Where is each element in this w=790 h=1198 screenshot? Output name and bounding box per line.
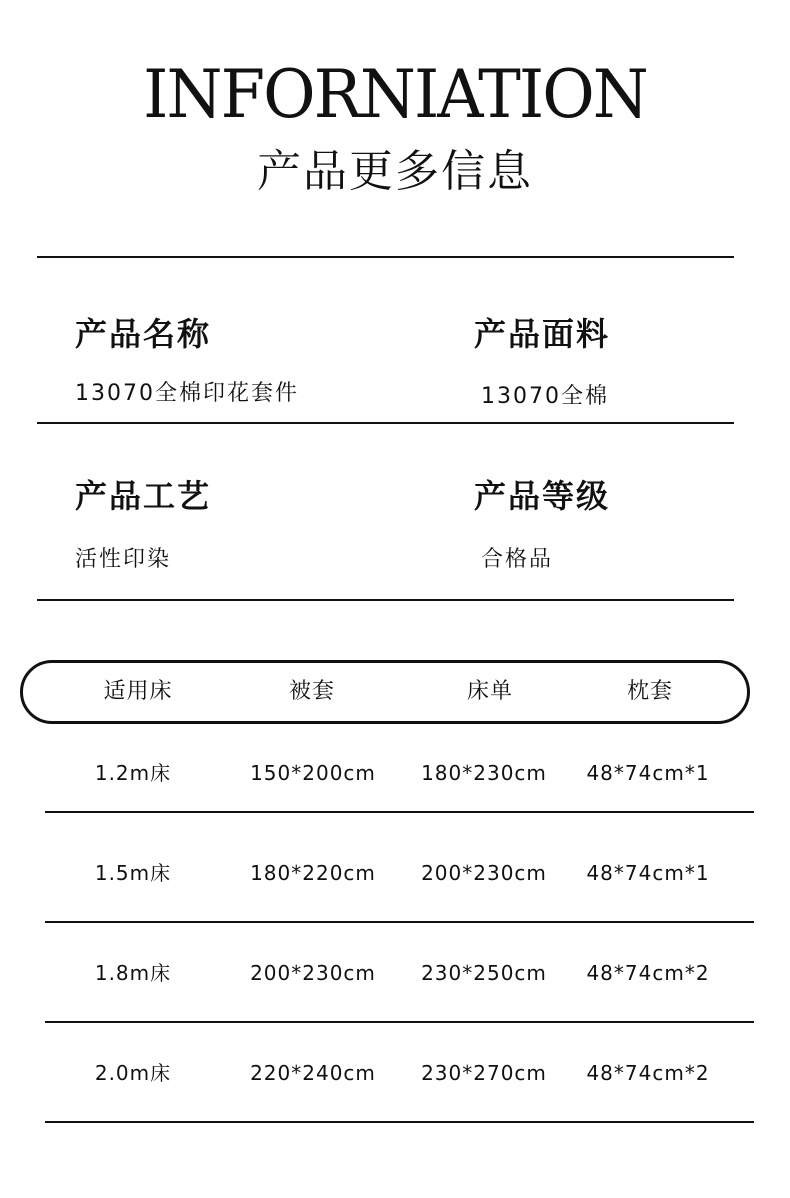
cell-bed-size: 1.8m床 bbox=[94, 961, 172, 985]
info-value-name: 13070全棉印花套件 bbox=[75, 381, 299, 406]
row-divider bbox=[45, 1121, 754, 1123]
info-label-craft: 产品工艺 bbox=[75, 477, 212, 515]
column-header-pillowcase: 枕套 bbox=[626, 679, 673, 704]
cell-bed-size: 1.2m床 bbox=[94, 761, 172, 785]
cell-duvet-size: 220*240cm bbox=[250, 1061, 376, 1085]
column-header-sheet: 床单 bbox=[466, 679, 513, 704]
cell-duvet-size: 180*220cm bbox=[250, 861, 376, 885]
info-value-fabric: 13070全棉 bbox=[481, 384, 609, 409]
info-label-grade: 产品等级 bbox=[474, 477, 611, 515]
divider bbox=[37, 599, 734, 601]
row-divider bbox=[45, 811, 754, 813]
divider bbox=[37, 256, 734, 258]
column-header-duvet: 被套 bbox=[288, 679, 335, 704]
cell-pillowcase-size: 48*74cm*2 bbox=[586, 961, 710, 985]
cell-sheet-size: 200*230cm bbox=[421, 861, 547, 885]
cell-bed-size: 1.5m床 bbox=[94, 861, 172, 885]
cell-pillowcase-size: 48*74cm*2 bbox=[586, 1061, 710, 1085]
cell-sheet-size: 230*270cm bbox=[421, 1061, 547, 1085]
cell-pillowcase-size: 48*74cm*1 bbox=[586, 761, 710, 785]
divider bbox=[37, 422, 734, 424]
cell-bed-size: 2.0m床 bbox=[94, 1061, 172, 1085]
cell-pillowcase-size: 48*74cm*1 bbox=[586, 861, 710, 885]
info-label-name: 产品名称 bbox=[75, 315, 212, 353]
info-value-craft: 活性印染 bbox=[75, 547, 172, 572]
row-divider bbox=[45, 1021, 754, 1023]
page-title-en: INFORNIATION bbox=[143, 56, 647, 133]
cell-duvet-size: 200*230cm bbox=[250, 961, 376, 985]
page-title-cn: 产品更多信息 bbox=[257, 146, 533, 197]
info-value-grade: 合格品 bbox=[481, 547, 554, 572]
cell-duvet-size: 150*200cm bbox=[250, 761, 376, 785]
cell-sheet-size: 230*250cm bbox=[421, 961, 547, 985]
info-label-fabric: 产品面料 bbox=[474, 315, 611, 353]
cell-sheet-size: 180*230cm bbox=[421, 761, 547, 785]
column-header-bed: 适用床 bbox=[103, 679, 173, 704]
row-divider bbox=[45, 921, 754, 923]
